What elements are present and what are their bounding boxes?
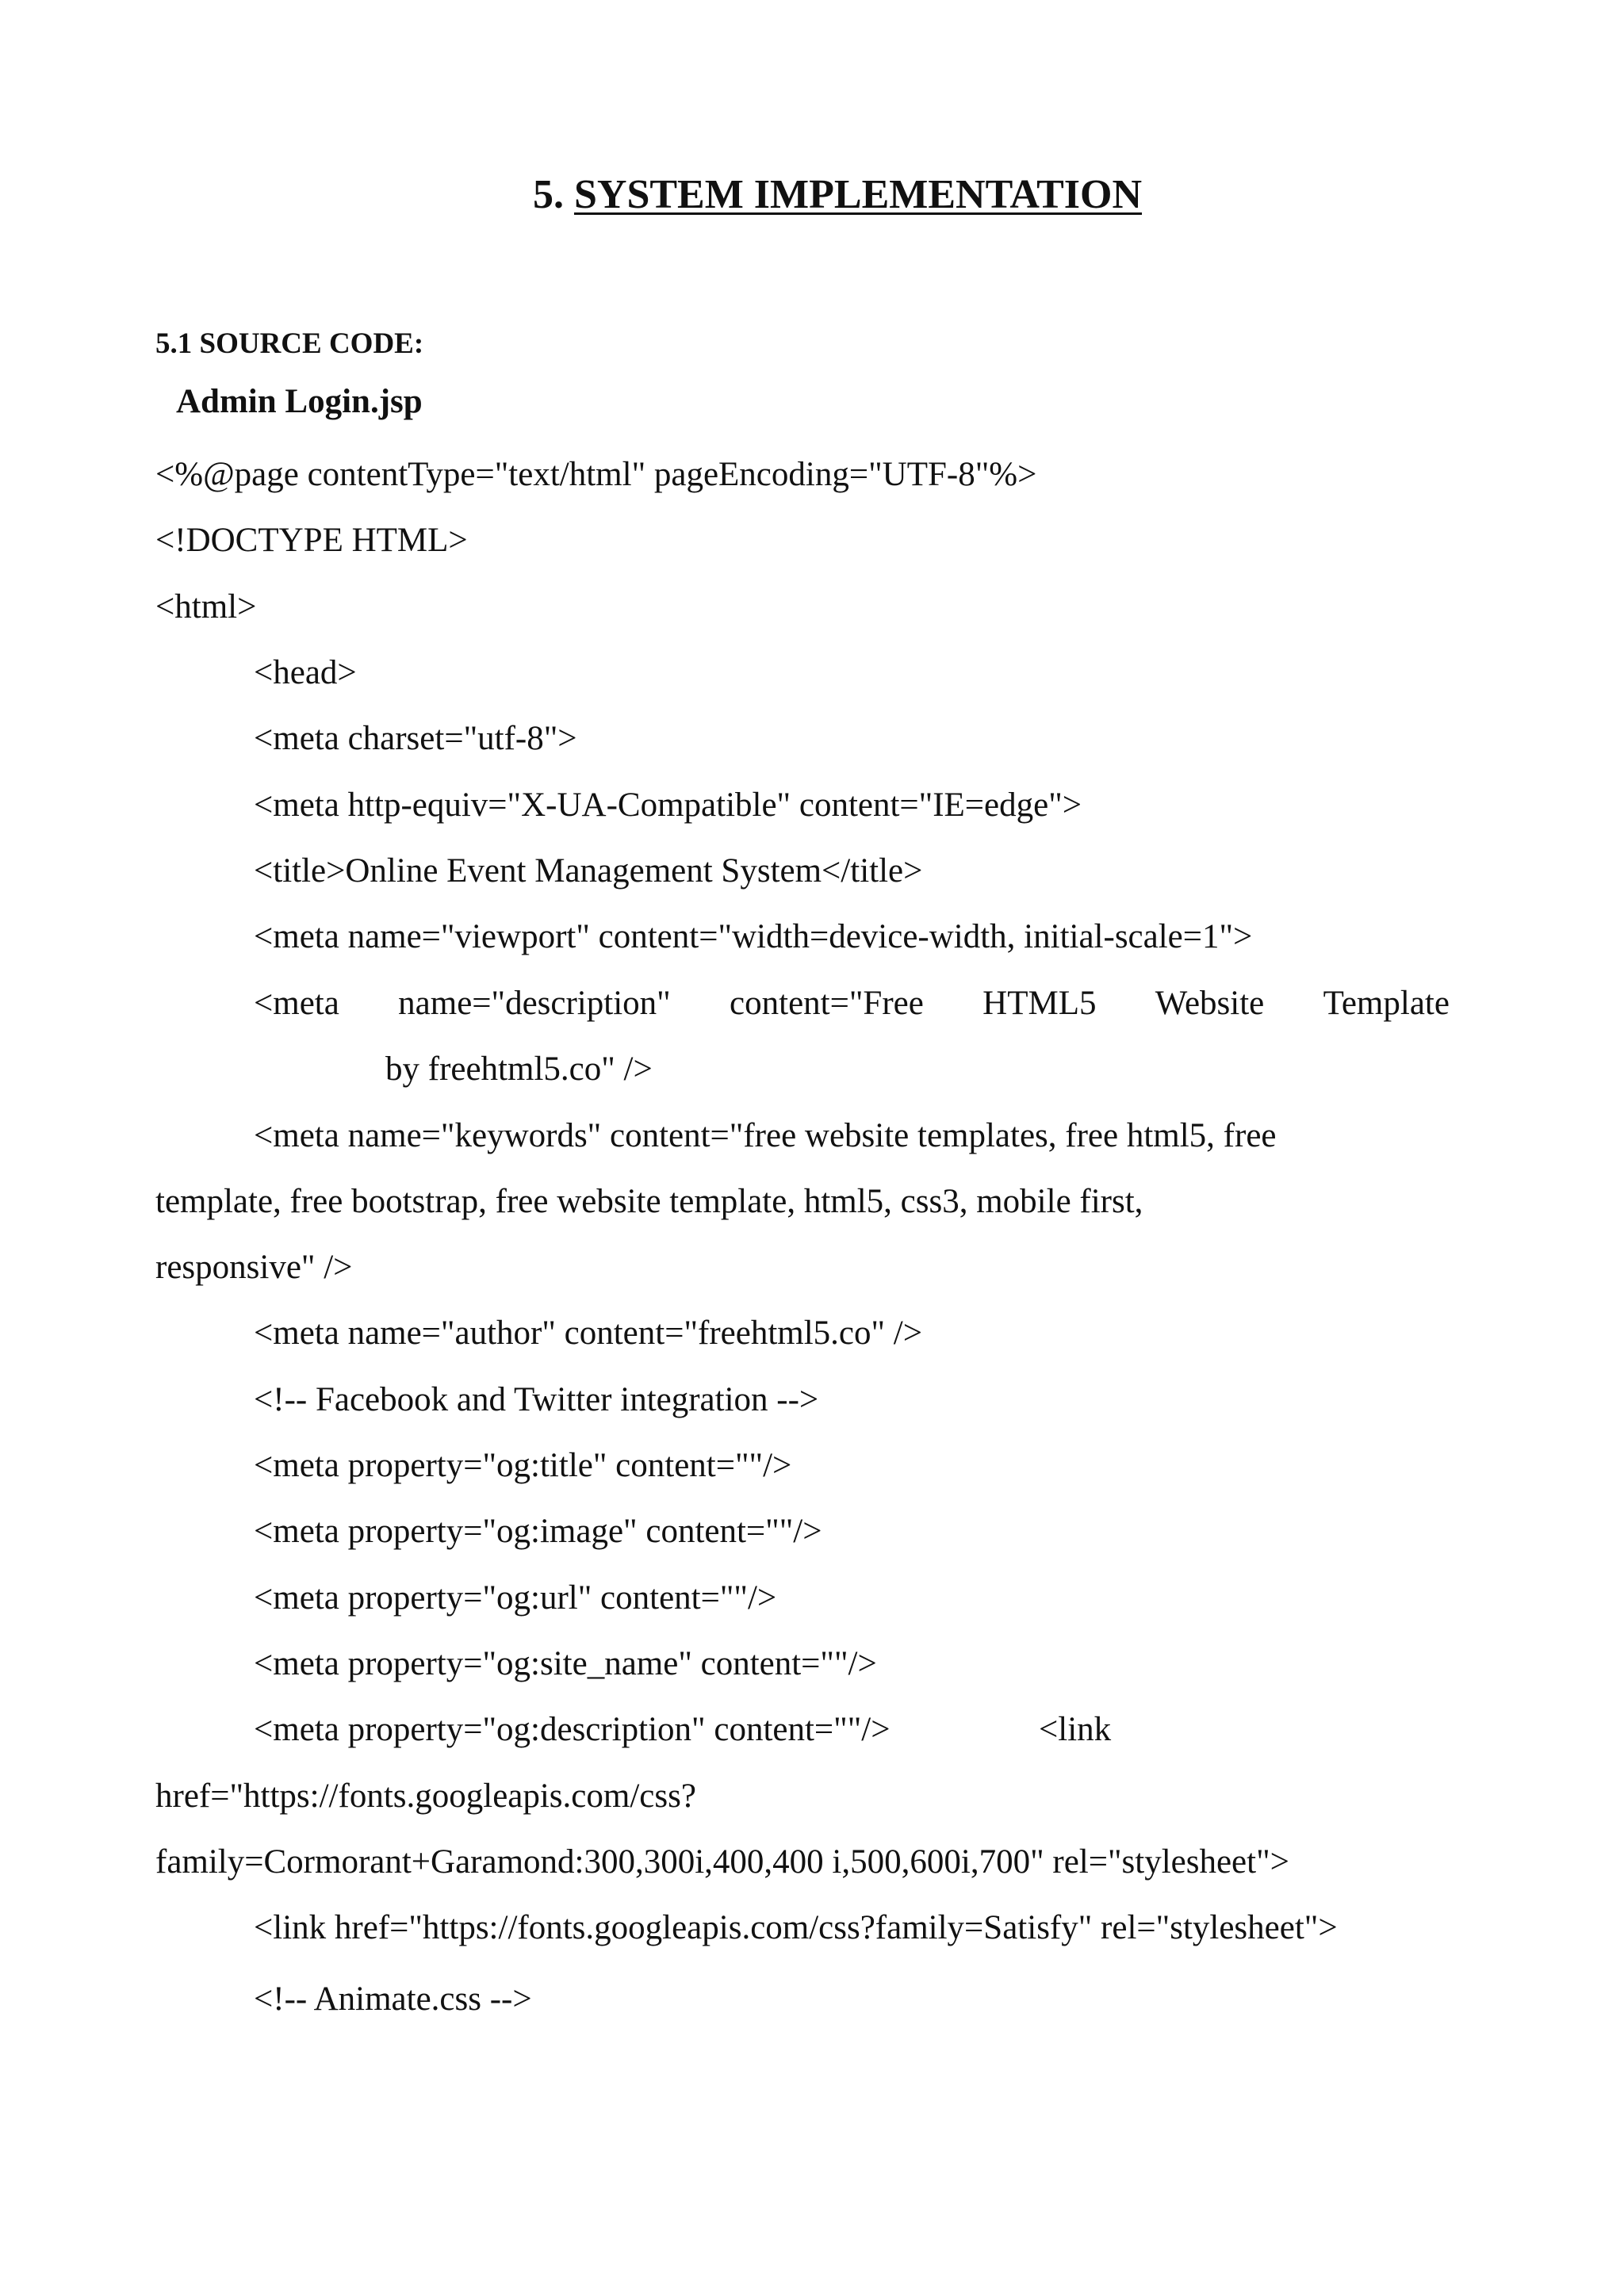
title-text: SYSTEM IMPLEMENTATION: [573, 172, 1143, 217]
code-line: <head>: [254, 654, 357, 691]
code-line: <link href="https://fonts.googleapis.com/css?family=Satisfy" rel="stylesheet">: [254, 1909, 1338, 1946]
code-line: <meta charset="utf-8">: [254, 720, 577, 757]
code-line: <!DOCTYPE HTML>: [155, 522, 468, 559]
justified-word: Website: [1155, 985, 1265, 1022]
code-line: <title>Online Event Management System</title>: [254, 852, 923, 890]
code-line: <meta name="keywords" content="free website templates, free html5, free: [254, 1117, 1277, 1154]
code-line: <html>: [155, 588, 257, 626]
justified-word: <meta: [254, 985, 339, 1022]
justified-word: content="Free: [730, 985, 924, 1022]
code-line: responsive" />: [155, 1249, 353, 1286]
code-line: family=Cormorant+Garamond:300,300i,400,400 i,500,600i,700" rel="stylesheet">: [155, 1843, 1289, 1881]
section-heading: 5.1 SOURCE CODE:: [155, 327, 424, 360]
code-line: <meta property="og:title" content=""/>: [254, 1447, 792, 1484]
justified-word: name="description": [398, 985, 671, 1022]
code-line: <meta property="og:url" content=""/>: [254, 1579, 777, 1617]
code-line-justified: [254, 986, 1450, 1020]
code-line: <!-- Animate.css -->: [254, 1980, 532, 2018]
file-heading: Admin Login.jsp: [176, 383, 423, 420]
code-line: by freehtml5.co" />: [385, 1050, 653, 1088]
code-line: <%@page contentType="text/html" pageEncoding="UTF-8"%>: [155, 456, 1037, 493]
code-line: href="https://fonts.googleapis.com/css?: [155, 1777, 696, 1815]
title-number: 5.: [532, 172, 564, 217]
code-line: <!-- Facebook and Twitter integration -->: [254, 1381, 819, 1418]
code-line: template, free bootstrap, free website template, html5, css3, mobile first,: [155, 1183, 1143, 1220]
justified-word: HTML5: [982, 985, 1097, 1022]
page-title: [0, 171, 1624, 218]
code-line: <meta http-equiv="X-UA-Compatible" content="IE=edge">: [254, 786, 1082, 824]
code-line: <meta name="viewport" content="width=device-width, initial-scale=1">: [254, 918, 1253, 955]
code-line: <meta property="og:image" content=""/>: [254, 1513, 822, 1550]
code-line: <meta name="author" content="freehtml5.co" />: [254, 1314, 922, 1352]
code-line: <meta property="og:description" content=""/>: [254, 1711, 891, 1748]
code-line: <link: [1039, 1711, 1112, 1748]
code-line: <meta property="og:site_name" content=""/>: [254, 1645, 877, 1682]
justified-word: Template: [1323, 985, 1450, 1022]
